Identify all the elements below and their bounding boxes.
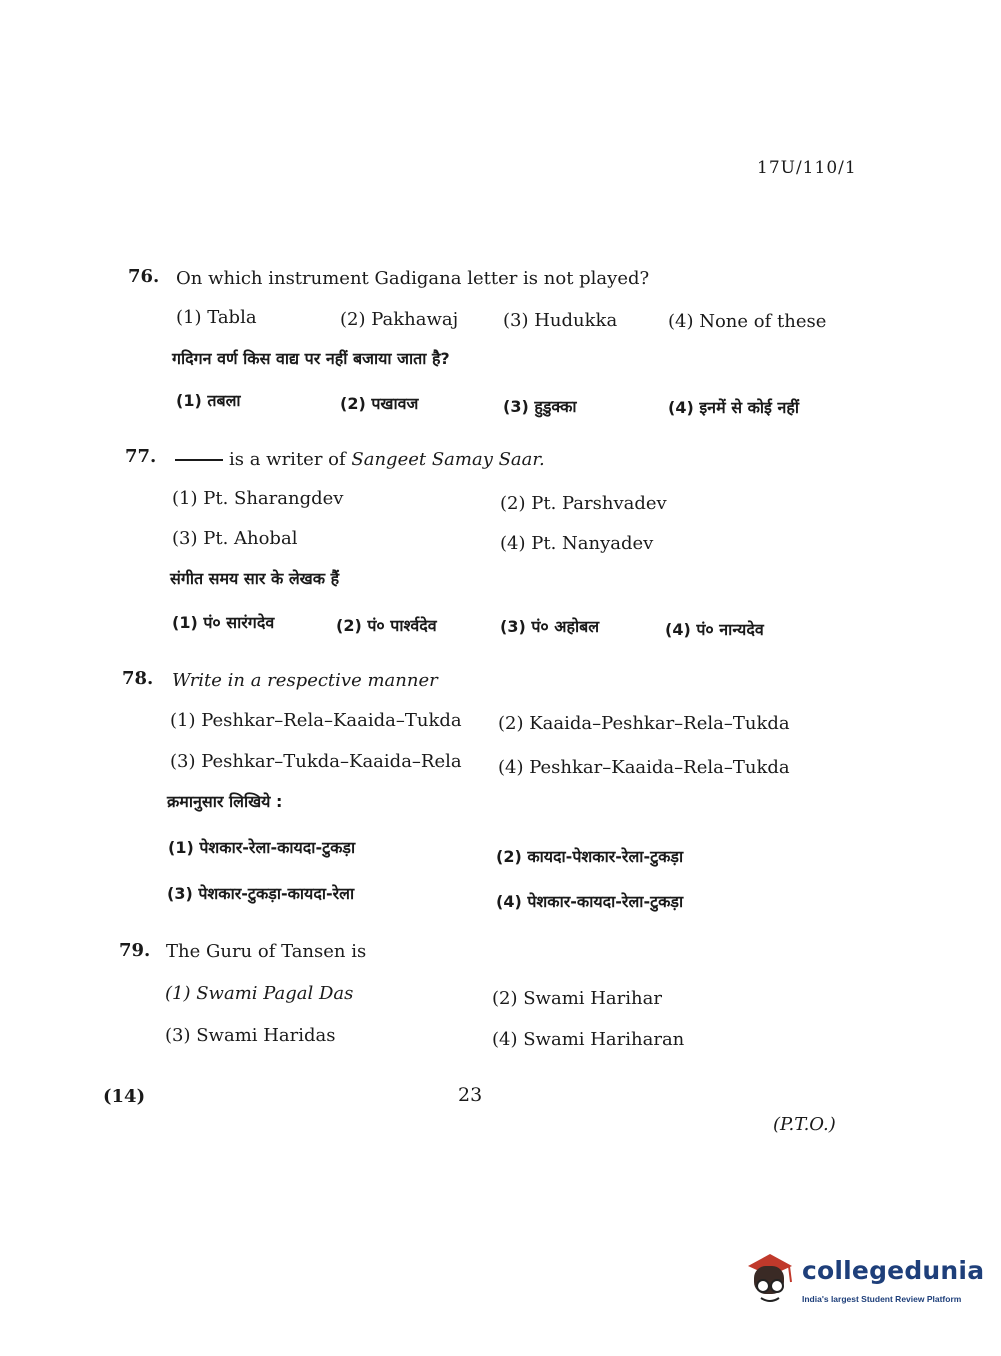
paper-code: 17U/110/1 (757, 158, 857, 178)
option: (2) Kaaida–Peshkar–Rela–Tukda (498, 713, 790, 734)
question-text-en: is a writer of Sangeet Samay Saar. (175, 449, 545, 470)
question-text-en: The Guru of Tansen is (166, 941, 367, 962)
option-hi: (3) पेशकार-टुकड़ा-कायदा-रेला (167, 884, 355, 903)
question-number: 76. (128, 266, 160, 287)
question-text-en: On which instrument Gadigana letter is not played? (176, 268, 650, 289)
option-hi: (4) पेशकार-कायदा-रेला-टुकड़ा (496, 892, 684, 911)
book-title: Sangeet Samay Saar. (351, 449, 545, 470)
option-hi: (2) पखावज (340, 394, 419, 413)
option-hi: (4) पं० नान्यदेव (665, 620, 764, 639)
option-hi: (3) हुडुक्का (503, 397, 577, 416)
option-hi: (3) पं० अहोबल (500, 617, 600, 636)
option: (1) Swami Pagal Das (165, 983, 354, 1004)
option: (1) Peshkar–Rela–Kaaida–Tukda (170, 710, 462, 731)
option: (3) Swami Haridas (165, 1025, 336, 1046)
brand-tagline: India's largest Student Review Platform (802, 1294, 962, 1304)
option-hi: (1) तबला (176, 391, 241, 410)
pto-note: (P.T.O.) (773, 1114, 836, 1135)
question-number: 77. (125, 446, 157, 467)
option: (4) Peshkar–Kaaida–Rela–Tukda (498, 757, 790, 778)
option-hi: (1) पं० सारंगदेव (172, 613, 275, 632)
question-text-hi: क्रमानुसार लिखिये : (167, 792, 283, 811)
option: (3) Peshkar–Tukda–Kaaida–Rela (170, 751, 462, 772)
option: (2) Pt. Parshvadev (500, 493, 667, 514)
option: (3) Hudukka (503, 310, 618, 331)
option: (2) Swami Harihar (492, 988, 662, 1009)
option-hi: (4) इनमें से कोई नहीं (668, 398, 799, 417)
option-hi: (2) पं० पार्श्वदेव (336, 616, 437, 635)
question-text-hi: संगीत समय सार के लेखक हैं (170, 569, 340, 588)
option: (2) Pakhawaj (340, 309, 459, 330)
question-number: 78. (122, 668, 154, 689)
booklet-series: (14) (103, 1086, 146, 1107)
mascot-icon (742, 1252, 798, 1312)
option: (1) Tabla (176, 307, 257, 328)
question-text-en: Write in a respective manner (172, 670, 438, 691)
option: (4) Swami Hariharan (492, 1029, 685, 1050)
option: (3) Pt. Ahobal (172, 528, 298, 549)
page-number: 23 (458, 1084, 483, 1106)
question-number: 79. (119, 940, 151, 961)
option: (1) Pt. Sharangdev (172, 488, 344, 509)
option-hi: (2) कायदा-पेशकार-रेला-टुकड़ा (496, 847, 684, 866)
question-text-hi: गदिगन वर्ण किस वाद्य पर नहीं बजाया जाता है? (172, 349, 450, 368)
blank-line (175, 459, 223, 461)
option: (4) None of these (668, 311, 827, 332)
option-hi: (1) पेशकार-रेला-कायदा-टुकड़ा (168, 838, 356, 857)
option: (4) Pt. Nanyadev (500, 533, 654, 554)
brand-name: collegedunia (802, 1256, 985, 1285)
collegedunia-logo (742, 1252, 985, 1314)
